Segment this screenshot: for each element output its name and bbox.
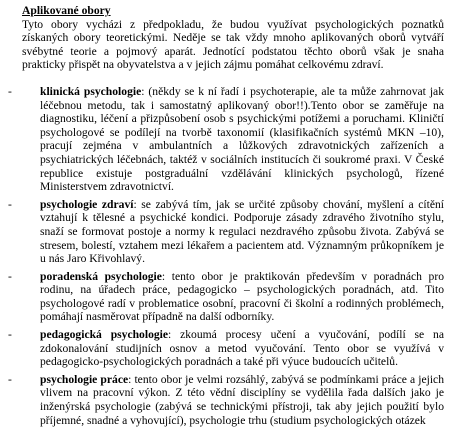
- intro-paragraph: Tyto obory vycházi z předpokladu, že budou využívat psychologických poznatků získaných obory teoretickými. Neděje se tak vždy mnoho aplikovaných oborů vytváří svébytné teorie a pojmový aparát. Jednotící podstatou těchto oborů však je snaha prakticky přispět na obyvatelstva a v jejich zájmu pomáhat celkovému zdraví.: [22, 17, 444, 72]
- bullet-dash: -: [8, 372, 12, 386]
- item-text: : zkoumá procesy učení a vyučování, podílí se na zdokonalování studijních osnov a metod vyučování. Tento obor se využívá v pedagogicko-psychologických poradnách a také při výuce budoucích učitelů.: [40, 328, 444, 369]
- item-term: psychologie zdraví: [40, 197, 134, 211]
- bullet-dash: -: [8, 328, 12, 342]
- item-term: poradenská psychologie: [40, 269, 162, 283]
- item-text: : tento obor je praktikován především v poradnách pro rodinu, na úřadech práce, pedagogicko – psychologických poradnách, atd. Tito psychologové radí v problematice osobní, pracovní či školní a rodinných problémech, pomáhají nasměrovat případně na další odborníky.: [40, 269, 444, 324]
- bullet-dash: -: [8, 269, 12, 283]
- item-term: pedagogická psychologie: [40, 328, 169, 342]
- item-term: klinická psychologie: [40, 84, 142, 98]
- list-item: [8, 328, 444, 369]
- list-item: [8, 197, 444, 266]
- section-heading: Aplikované obory: [22, 4, 111, 17]
- list-item: [8, 269, 444, 324]
- item-text: : (někdy se k ní řadí i psychoterapie, ale ta může zahrnovat jak léčebnou metodu, tak i samostatný aplikovaný obor!!).Tento obor se zaměřuje na diagnostiku, léčení a přizpůsobení osob s psychickými potížemi a poruchami. Kliničtí psychologové se podílejí na tvorbě taxonomií (klasifikačních systémů MKN –10), pracují zejména v ambulantních a lůžkových zdravotnických zařízeních a psychiatrických léčebnách, taktéž v sociálních institucích či soukromé praxi. V České republice existuje postgraduální vzdělávání klinických psychologů, řízené Ministerstvem zdravotnictví.: [40, 84, 444, 194]
- bullet-dash: -: [8, 84, 12, 98]
- bullet-dash: -: [8, 197, 12, 211]
- field-list: [8, 84, 444, 427]
- list-item: [8, 372, 444, 427]
- list-item: [8, 84, 444, 194]
- item-text: : se zabývá tím, jak se určité způsoby chování, myšlení a cítění vztahují k tělesné a psychické kondici. Podporuje zásady zdravého životního stylu, snaží se formovat postoje a normy k regulaci nezdravého způsobu života. Zabývá se stresem, bolestí, vztahem mezi lékařem a pacientem atd. Významným průkopníkem je u nás Jaro Křivohlavý.: [40, 197, 444, 266]
- item-text: : tento obor je velmi rozsáhlý, zabývá se podmínkami práce a jejich vlivem na pracovní výkon. Z této vědní disciplíny se vydělila řada dalších jako je inženýrská psychologie (zabývá se technickými přístroji, tak aby jejich použití bylo příjemné, snadné a vyhovující), psychologie trhu (studium psychologických otázek: [40, 372, 444, 427]
- item-term: psychologie práce: [40, 372, 129, 386]
